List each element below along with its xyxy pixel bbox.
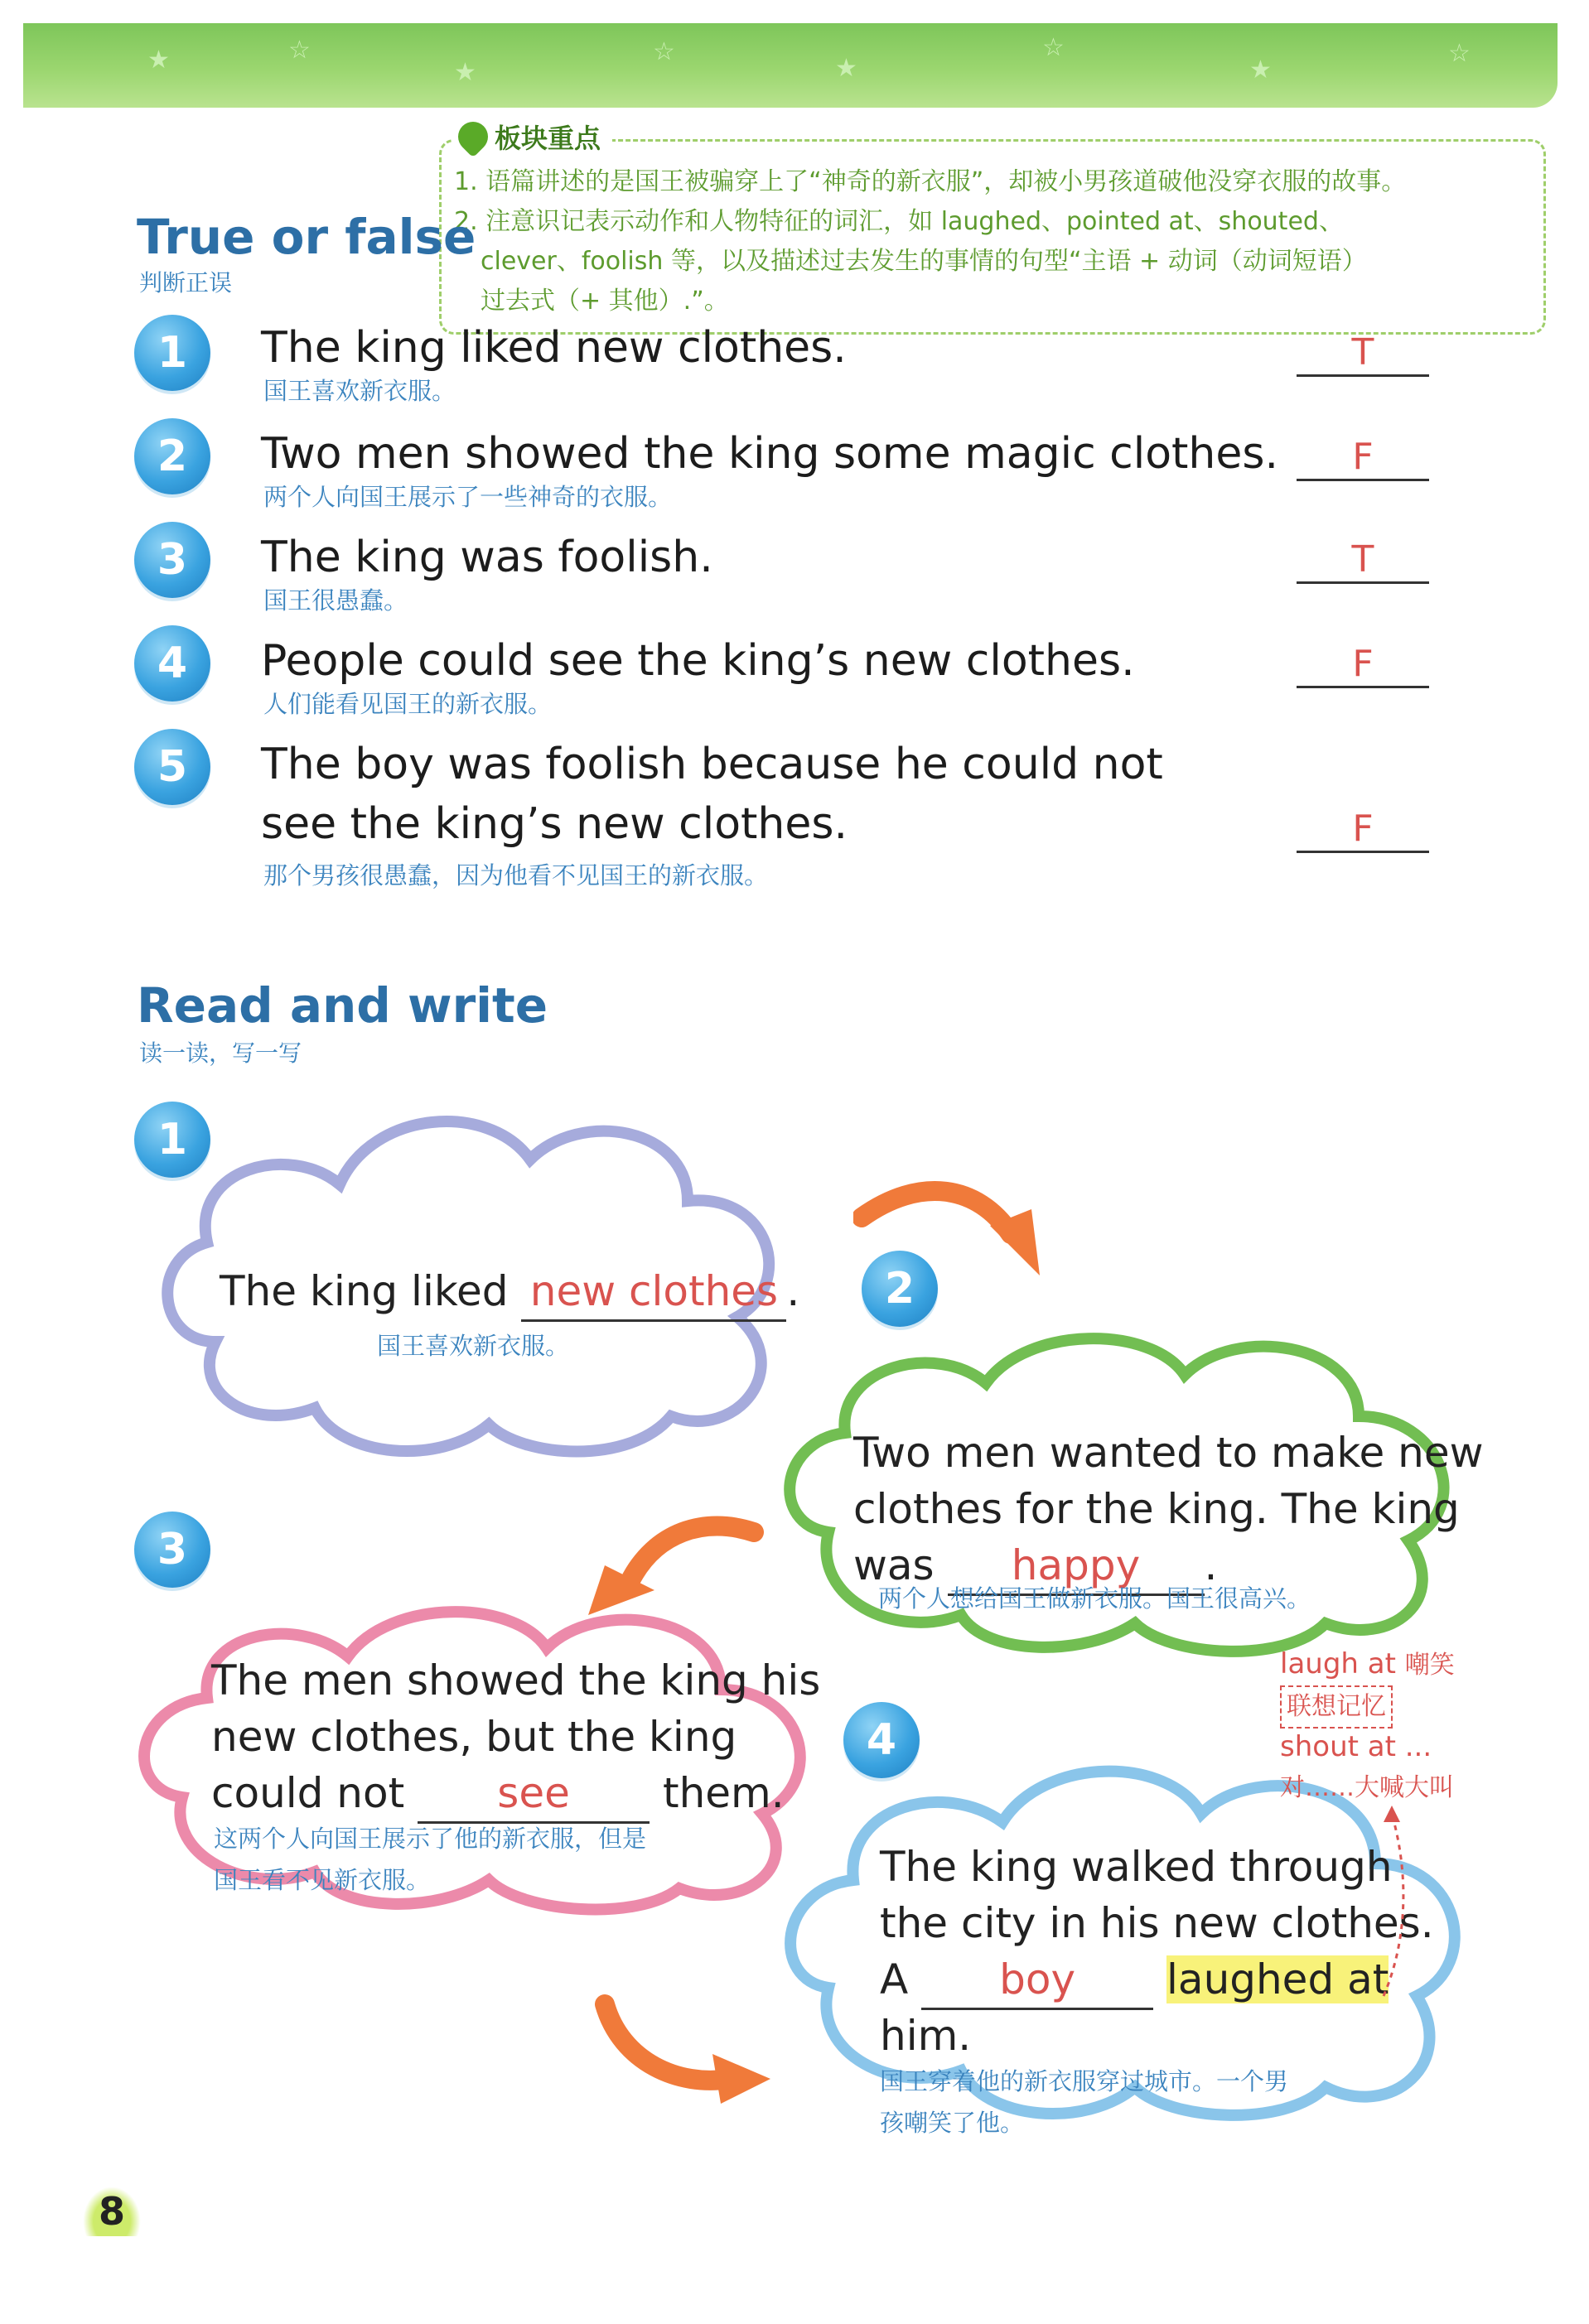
- star-icon: ★: [147, 46, 170, 75]
- star-icon: ★: [454, 58, 476, 87]
- statement-translation: 人们能看见国王的新衣服。: [263, 690, 553, 718]
- answer-blank[interactable]: [418, 1765, 650, 1824]
- cloud-text: was: [853, 1541, 935, 1589]
- statement-translation: 两个人向国王展示了一些神奇的衣服。: [263, 483, 673, 511]
- item-number: 5: [134, 729, 210, 805]
- cloud-1-sentence: [220, 1263, 799, 1322]
- star-icon: ☆: [1448, 39, 1471, 68]
- statement: The boy was foolish because he could not: [261, 740, 1163, 789]
- statement: People could see the king’s new clothes.: [261, 636, 1135, 686]
- key-points-title-text: 板块重点: [495, 123, 601, 154]
- key-point-line-4: 过去式（+ 其他）.”。: [481, 287, 729, 316]
- cloud-2-line-1: Two men wanted to make new: [853, 1429, 1484, 1477]
- answer-text: T: [1351, 538, 1374, 581]
- key-points-title: [452, 118, 612, 156]
- cloud-4-line-1: The king walked through: [880, 1843, 1393, 1891]
- cloud-3-line-1: The men showed the king his: [211, 1656, 821, 1704]
- answer-blank[interactable]: [1297, 808, 1429, 853]
- answer-text: boy: [999, 1955, 1076, 2003]
- statement: The king liked new clothes.: [261, 323, 847, 373]
- vocab-meaning-2: 对……大喊大叫: [1280, 1773, 1454, 1802]
- arrow-icon: [588, 1988, 779, 2112]
- statement-translation: 国王喜欢新衣服。: [263, 377, 456, 405]
- vocab-word: laugh at: [1280, 1647, 1396, 1680]
- statement: Two men showed the king some magic clothes.: [261, 429, 1278, 479]
- read-write-subtitle: 读一读，写一写: [139, 1039, 302, 1067]
- cloud-text: A: [880, 1955, 909, 2003]
- memory-label: 联想记忆: [1280, 1685, 1393, 1729]
- statement-translation: 国王很愚蠢。: [263, 586, 408, 615]
- arrow-icon: [580, 1499, 770, 1623]
- answer-blank[interactable]: [1297, 643, 1429, 688]
- page-number: 8: [83, 2187, 141, 2236]
- cloud-4-translation-1: 国王穿着他的新衣服穿过城市。一个男: [880, 2067, 1289, 2095]
- item-number: 3: [134, 522, 210, 598]
- cloud-4-line-2: the city in his new clothes.: [880, 1899, 1434, 1947]
- answer-text: F: [1352, 808, 1374, 850]
- answer-blank[interactable]: [921, 1951, 1153, 2010]
- answer-text: see: [497, 1769, 570, 1817]
- star-icon: ☆: [653, 37, 675, 66]
- answer-blank[interactable]: [1297, 436, 1429, 481]
- answer-text: new clothes: [529, 1267, 779, 1315]
- cloud-number: 3: [134, 1512, 210, 1588]
- statement-line-2: see the king’s new clothes.: [261, 799, 848, 849]
- statement: The king was foolish.: [261, 533, 713, 582]
- star-icon: ☆: [1042, 33, 1065, 62]
- true-false-title: True or false: [137, 209, 476, 265]
- answer-blank[interactable]: [521, 1263, 786, 1322]
- key-point-line-1: 1. 语篇讲述的是国王被骗穿上了“神奇的新衣服”，却被小男孩道破他没穿衣服的故事。: [454, 167, 1407, 196]
- cloud-2-translation: 两个人想给国王做新衣服。国王很高兴。: [878, 1584, 1311, 1613]
- cloud-3-line-2: new clothes, but the king: [211, 1713, 737, 1761]
- answer-text: T: [1351, 331, 1374, 374]
- star-icon: ☆: [288, 36, 311, 65]
- cloud-number: 2: [862, 1251, 938, 1327]
- key-point-line-3: clever、foolish 等，以及描述过去发生的事情的句型“主语 + 动词（动词短语）: [481, 247, 1367, 276]
- vocab-meaning: 嘲笑: [1404, 1651, 1455, 1680]
- cloud-text: .: [1204, 1541, 1218, 1589]
- cloud-4-line-3: [880, 1951, 1389, 2010]
- highlighted-phrase: laughed at: [1166, 1955, 1389, 2003]
- answer-blank[interactable]: [1297, 538, 1429, 584]
- cloud-4-line-4: him.: [880, 2012, 972, 2060]
- answer-text: F: [1352, 436, 1374, 478]
- answer-text: F: [1352, 643, 1374, 685]
- item-number: 1: [134, 315, 210, 391]
- header-banner: [23, 23, 1558, 108]
- read-write-title: Read and write: [137, 977, 548, 1034]
- true-false-subtitle: 判断正误: [139, 269, 233, 297]
- cloud-text: could not: [211, 1769, 405, 1817]
- vocab-note-2: shout at ...: [1280, 1730, 1432, 1763]
- vocab-note-1: [1280, 1644, 1455, 1685]
- item-number: 2: [134, 418, 210, 494]
- cloud-number: 1: [134, 1102, 210, 1178]
- star-icon: ★: [835, 54, 857, 83]
- vocab-memory: [1280, 1685, 1393, 1729]
- cloud-2-line-2: clothes for the king. The king: [853, 1485, 1460, 1533]
- cloud-3-translation-1: 这两个人向国王展示了他的新衣服，但是: [214, 1825, 647, 1853]
- cloud-number: 4: [843, 1702, 920, 1778]
- answer-text: happy: [1011, 1541, 1141, 1589]
- star-icon: ★: [1249, 55, 1272, 84]
- statement-translation: 那个男孩很愚蠢，因为他看不见国王的新衣服。: [263, 861, 769, 890]
- dotted-connector: [1375, 1806, 1425, 2004]
- answer-blank[interactable]: [1297, 331, 1429, 377]
- cloud-text: them.: [663, 1769, 785, 1817]
- cloud-text: .: [786, 1267, 800, 1315]
- cloud-text: The king liked: [220, 1267, 509, 1315]
- cloud-3-translation-2: 国王看不见新衣服。: [214, 1866, 431, 1894]
- leaf-icon: [452, 116, 495, 158]
- cloud-1-translation: 国王喜欢新衣服。: [377, 1332, 570, 1360]
- item-number: 4: [134, 625, 210, 702]
- key-point-line-2: 2. 注意识记表示动作和人物特征的词汇，如 laughed、pointed at、shouted、: [454, 207, 1344, 236]
- cloud-4-translation-2: 孩嘲笑了他。: [880, 2109, 1025, 2137]
- cloud-3-line-3: [211, 1765, 785, 1824]
